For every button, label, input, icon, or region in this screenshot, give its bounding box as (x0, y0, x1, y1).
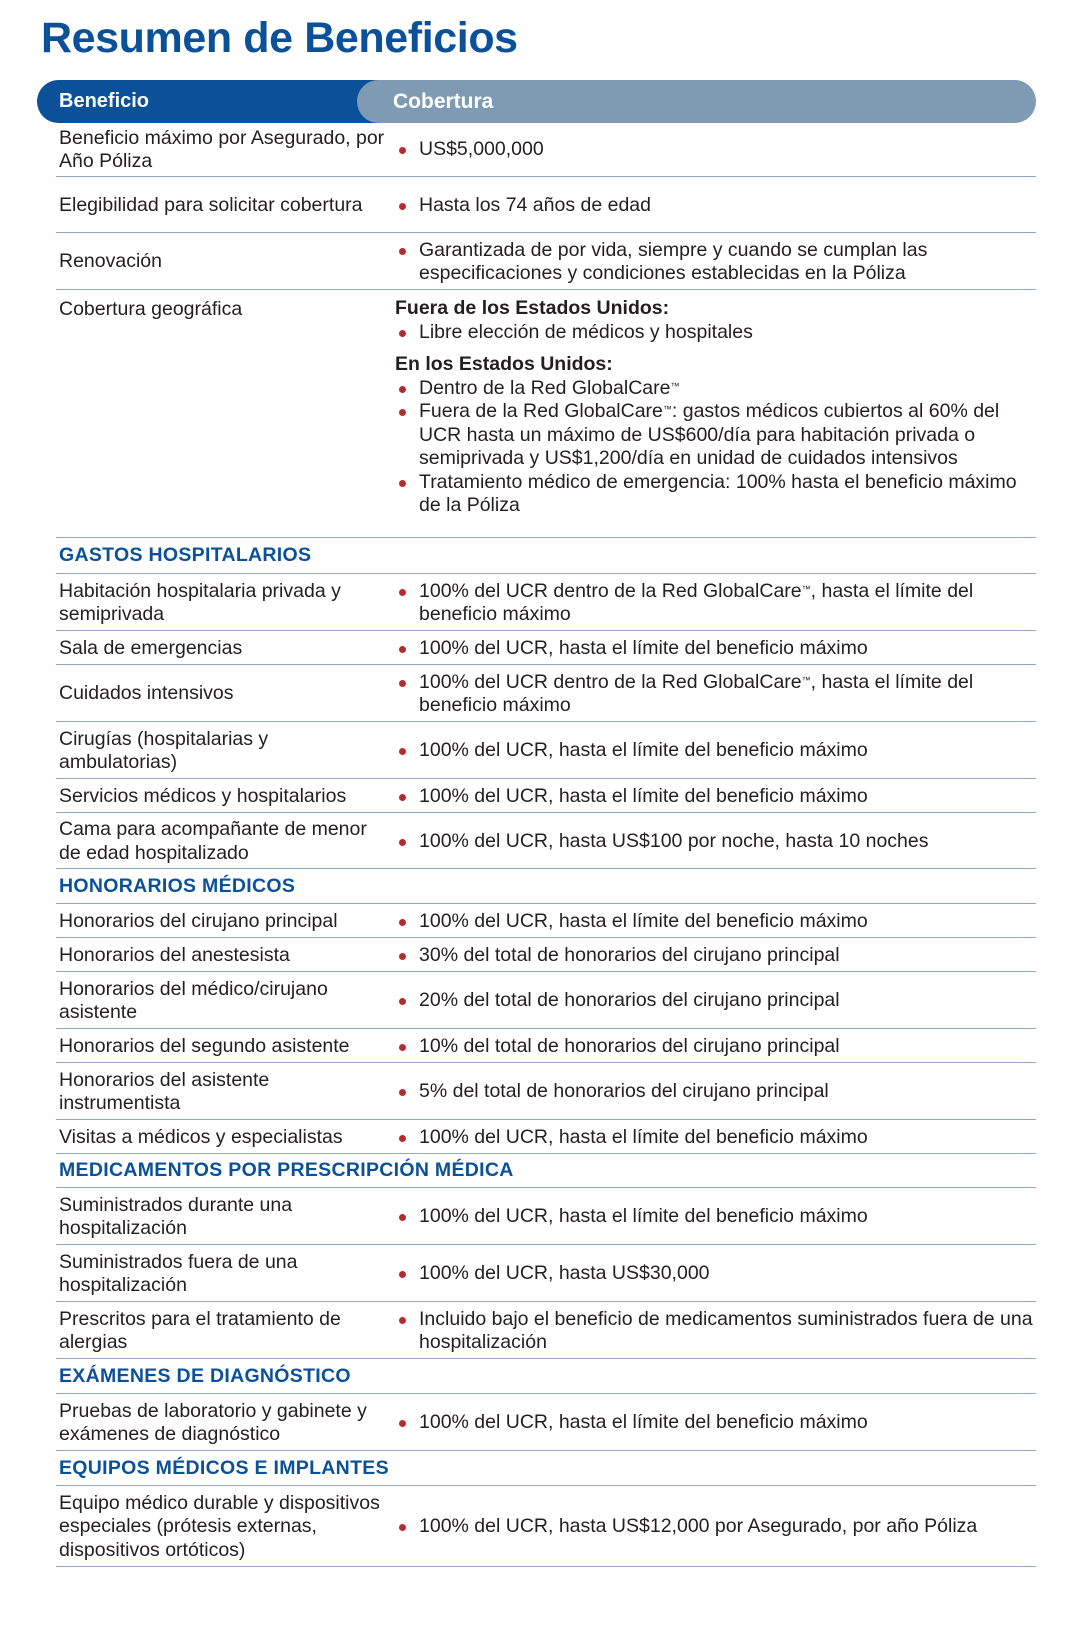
benefit-name: Habitación hospitalaria privada y semiprivada (59, 579, 341, 625)
region-heading: Fuera de los Estados Unidos: (395, 297, 670, 319)
coverage-cell (395, 1190, 1035, 1244)
table-row (56, 1304, 1036, 1359)
coverage-cell (395, 1122, 1035, 1153)
coverage-bullet: Libre elección de médicos y hospitales (395, 321, 1035, 345)
coverage-cell (395, 1031, 1035, 1062)
benefit-name: Cuidados intensivos (59, 682, 234, 705)
header-coverage-label: Cobertura (393, 90, 494, 113)
trademark-mark: ™ (662, 404, 672, 414)
bullet-text: 100% del UCR dentro de la Red GlobalCare (419, 670, 802, 693)
trademark-mark: ™ (801, 674, 811, 685)
coverage-cell (395, 235, 1035, 289)
benefit-name: Cirugías (hospitalarias y ambulatorias) (59, 727, 269, 773)
table-row (56, 1065, 1036, 1120)
table-header (37, 80, 1036, 123)
coverage-bullet: 100% del UCR, hasta el límite del beneficio máximo (395, 1205, 1035, 1229)
coverage-bullet: 100% del UCR, hasta el límite del beneficio máximo (395, 785, 1035, 809)
benefit-name: Cama para acompañante de menor de edad hospitalizado (59, 818, 367, 864)
coverage-bullet: Garantizada de por vida, siempre y cuando se cumplan las especificaciones y condiciones establecidas en la Póliza (395, 239, 1035, 286)
benefit-name: Honorarios del asistente instrumentista (59, 1068, 270, 1114)
table-row (56, 940, 1036, 972)
coverage-bullet: 100% del UCR, hasta el límite del beneficio máximo (395, 910, 1035, 934)
section-header (56, 1361, 1036, 1394)
coverage-cell (395, 1304, 1035, 1358)
section-title: GASTOS HOSPITALARIOS (59, 544, 312, 566)
benefit-name: Prescritos para el tratamiento de alergias (59, 1307, 341, 1353)
section-header (56, 1453, 1036, 1486)
table-row (56, 1396, 1036, 1451)
benefit-name: Renovación (59, 250, 162, 273)
page-title: Resumen de Beneficios (41, 14, 518, 62)
table-row (56, 124, 1036, 177)
coverage-cell (395, 633, 1035, 664)
coverage-bullet: 100% del UCR, hasta el límite del beneficio máximo (395, 739, 1035, 763)
table-row (56, 1488, 1036, 1567)
benefit-name: Visitas a médicos y especialistas (59, 1125, 343, 1148)
table-row (56, 1190, 1036, 1245)
bullet-text: 100% del UCR dentro de la Red GlobalCare (419, 579, 802, 602)
table-row (56, 667, 1036, 722)
coverage-cell (395, 781, 1035, 812)
bullet-text: , hasta el límite del beneficio máximo (419, 579, 974, 625)
table-row (56, 235, 1036, 290)
benefit-name: Honorarios del anestesista (59, 943, 290, 966)
coverage-cell (395, 179, 1035, 232)
table-row (56, 1031, 1036, 1063)
table-row (56, 815, 1036, 869)
table-row (56, 724, 1036, 779)
coverage-bullet: 100% del UCR, hasta el límite del beneficio máximo (395, 1411, 1035, 1435)
table-row (56, 179, 1036, 233)
benefit-name: Suministrados durante una hospitalización (59, 1193, 293, 1239)
section-title: MEDICAMENTOS POR PRESCRIPCIÓN MÉDICA (59, 1159, 514, 1181)
coverage-cell (395, 974, 1035, 1028)
bullet-text: Fuera de la Red GlobalCare (419, 400, 663, 422)
benefit-name: Elegibilidad para solicitar cobertura (59, 193, 363, 216)
coverage-cell (395, 906, 1035, 937)
coverage-bullet: 100% del UCR, hasta US$30,000 (395, 1262, 1035, 1286)
trademark-mark: ™ (670, 380, 680, 391)
coverage-bullet: 5% del total de honorarios del cirujano principal (395, 1080, 1035, 1104)
benefit-name: Cobertura geográfica (59, 298, 243, 320)
coverage-cell (395, 1247, 1035, 1301)
coverage-cell (395, 576, 1035, 630)
coverage-cell (395, 1488, 1035, 1566)
coverage-cell (395, 124, 1035, 176)
coverage-bullet: 10% del total de honorarios del cirujano principal (395, 1035, 1035, 1059)
benefit-name: Sala de emergencias (59, 636, 243, 659)
bullet-text: , hasta el límite del beneficio máximo (419, 670, 974, 716)
coverage-bullet: Hasta los 74 años de edad (395, 194, 1035, 218)
coverage-cell (395, 1396, 1035, 1450)
section-title: EQUIPOS MÉDICOS E IMPLANTES (59, 1457, 389, 1479)
coverage-bullet: 100% del UCR, hasta US$100 por noche, hasta 10 noches (395, 830, 1035, 854)
coverage-cell (395, 1065, 1035, 1119)
coverage-bullet (395, 671, 1035, 718)
table-row (56, 576, 1036, 631)
coverage-bullet: 100% del UCR, hasta US$12,000 por Asegurado, por año Póliza (395, 1515, 1035, 1539)
benefit-name: Suministrados fuera de una hospitalización (59, 1250, 298, 1296)
table-row (56, 1247, 1036, 1302)
coverage-bullet: 20% del total de honorarios del cirujano principal (395, 989, 1035, 1013)
benefit-name: Honorarios del segundo asistente (59, 1034, 350, 1057)
bullet-text: Dentro de la Red GlobalCare (419, 376, 671, 399)
table-row (56, 974, 1036, 1029)
table-row (56, 1122, 1036, 1154)
benefit-name: Honorarios del médico/cirujano asistente (59, 977, 328, 1023)
benefit-name: Pruebas de laboratorio y gabinete y exámenes de diagnóstico (59, 1399, 367, 1445)
coverage-cell (395, 297, 1035, 533)
region-heading: En los Estados Unidos: (395, 353, 613, 375)
section-header (56, 871, 1036, 904)
table-row (56, 781, 1036, 813)
coverage-cell (395, 667, 1035, 721)
coverage-cell (395, 940, 1035, 971)
coverage-bullet (395, 580, 1035, 627)
coverage-bullet: Incluido bajo el beneficio de medicamentos suministrados fuera de una hospitalización (395, 1308, 1035, 1355)
section-header (56, 1156, 1036, 1188)
coverage-bullet: US$5,000,000 (395, 138, 1035, 162)
coverage-bullet: 100% del UCR, hasta el límite del beneficio máximo (395, 637, 1035, 661)
coverage-bullet: 30% del total de honorarios del cirujano principal (395, 944, 1035, 968)
coverage-cell (395, 724, 1035, 778)
coverage-cell (395, 815, 1035, 868)
section-title: HONORARIOS MÉDICOS (59, 875, 296, 897)
benefit-name: Equipo médico durable y dispositivos especiales (prótesis externas, dispositivos ortóticos) (59, 1491, 380, 1561)
benefit-name: Beneficio máximo por Asegurado, por Año Póliza (59, 126, 385, 172)
coverage-bullet (395, 377, 1035, 401)
coverage-bullet: 100% del UCR, hasta el límite del beneficio máximo (395, 1126, 1035, 1150)
section-title: EXÁMENES DE DIAGNÓSTICO (59, 1365, 351, 1387)
section-header (56, 540, 1036, 574)
bullet-text: : gastos médicos cubiertos al 60% del UCR hasta un máximo de US$600/día para habitación privada o semiprivada y US$1,200/día en unidad de cuidados intensivos (419, 400, 1000, 469)
table-row (56, 292, 1036, 538)
coverage-bullet (395, 400, 1035, 471)
table-row (56, 633, 1036, 665)
table-row (56, 906, 1036, 938)
coverage-bullet: Tratamiento médico de emergencia: 100% hasta el beneficio máximo de la Póliza (395, 471, 1035, 518)
benefit-name: Honorarios del cirujano principal (59, 909, 338, 932)
trademark-mark: ™ (801, 583, 811, 594)
benefit-name: Servicios médicos y hospitalarios (59, 784, 347, 807)
header-benefit-label: Beneficio (59, 90, 150, 112)
